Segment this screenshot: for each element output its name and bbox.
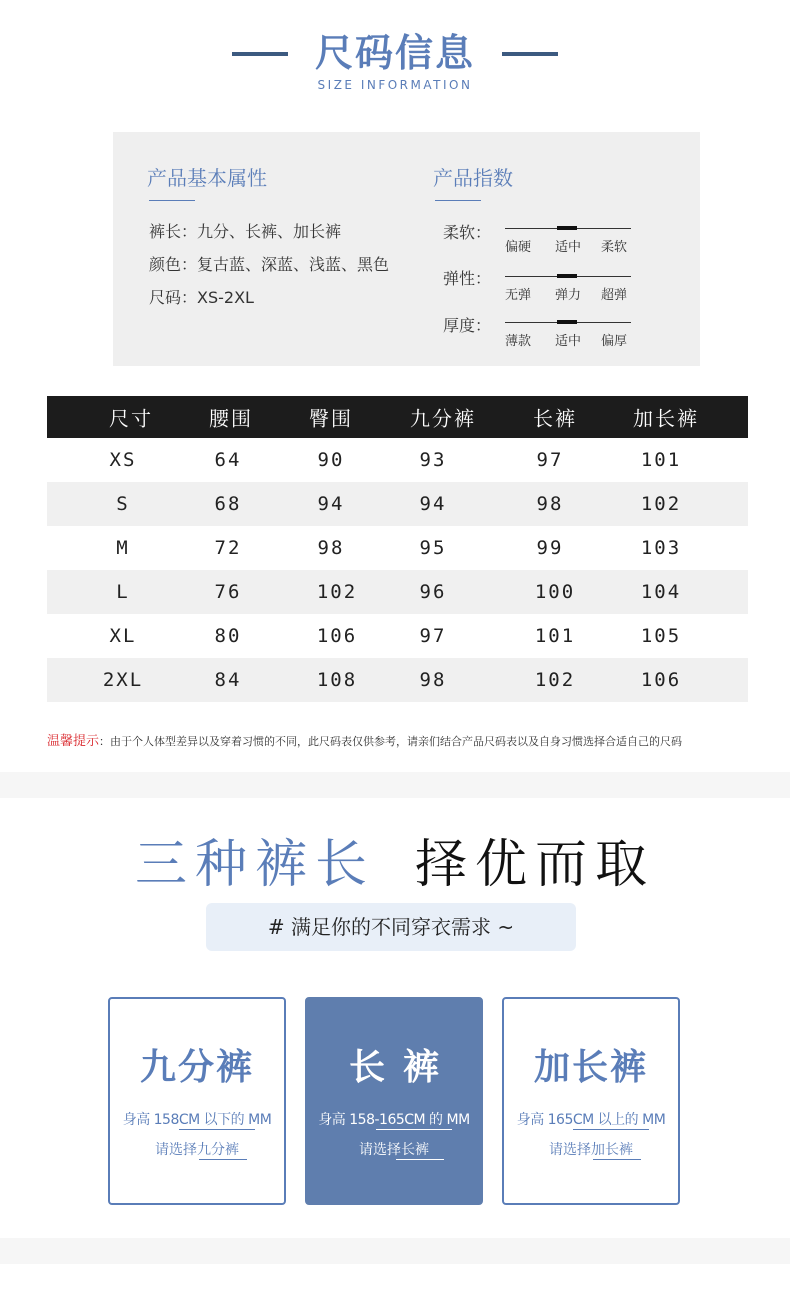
card-select-underline [593, 1159, 641, 1160]
table-cell: 108 [316, 669, 358, 691]
table-cell: 97 [536, 449, 564, 471]
index-softness-option: 适中 [555, 240, 582, 255]
card-description: 身高 158-165CM 的 MM [318, 1112, 470, 1128]
table-cell: 105 [640, 625, 682, 647]
table-cell: M [116, 537, 130, 559]
index-title: 产品指数 [433, 166, 513, 190]
table-cell: 99 [536, 537, 564, 559]
card-select-link[interactable]: 请选择加长裤 [549, 1142, 633, 1158]
table-cell: 102 [316, 581, 358, 603]
card-description-underline [376, 1129, 452, 1130]
section-header [0, 28, 790, 92]
table-cell: 106 [640, 669, 682, 691]
table-cell: 80 [214, 625, 242, 647]
section-divider [0, 772, 790, 798]
table-cell: 95 [419, 537, 447, 559]
index-elasticity-marker [557, 274, 577, 278]
index-softness-marker [557, 226, 577, 230]
index-softness-label: 柔软： [443, 223, 492, 242]
header-line-right [502, 52, 558, 56]
table-cell: 94 [317, 493, 345, 515]
card-title: 加长裤 [533, 1047, 648, 1088]
table-cell: L [116, 581, 130, 603]
table-cell: 64 [214, 449, 242, 471]
size-table [47, 396, 748, 702]
basic-attributes-title: 产品基本属性 [147, 166, 267, 190]
table-cell: 101 [534, 625, 576, 647]
index-elasticity-label: 弹性： [443, 269, 492, 288]
table-row [47, 526, 748, 570]
column-header: 九分裤 [410, 406, 476, 431]
tip-label: 温馨提示 [47, 734, 100, 749]
length-section-title [0, 822, 790, 897]
index-softness-option: 柔软 [601, 240, 628, 255]
length-title-part-a: 三种裤长 [134, 835, 375, 895]
card-description-underline [573, 1129, 649, 1130]
table-cell: 68 [214, 493, 242, 515]
index-thickness-option: 偏厚 [601, 334, 628, 349]
index-elasticity-option: 无弹 [505, 288, 532, 303]
table-cell: 96 [419, 581, 447, 603]
table-cell: 98 [536, 493, 564, 515]
card-select-underline [199, 1159, 247, 1160]
attribute-color: 颜色：复古蓝、深蓝、浅蓝、黑色 [149, 255, 390, 274]
table-cell: 76 [214, 581, 242, 603]
table-cell: 102 [534, 669, 576, 691]
table-cell: 2XL [102, 669, 144, 691]
table-cell: 97 [419, 625, 447, 647]
table-cell: XS [109, 449, 137, 471]
table-cell: 104 [640, 581, 682, 603]
index-thickness-label: 厚度： [443, 316, 492, 335]
table-cell: 101 [640, 449, 682, 471]
card-description: 身高 158CM 以下的 MM [122, 1112, 272, 1128]
page-title: 尺码信息 [314, 31, 475, 75]
tip-text: ：由于个人体型差异以及穿着习惯的不同，此尺码表仅供参考，请亲们结合产品尺码表以及自身习惯选择合适自己的尺码 [99, 735, 683, 748]
basic-attributes-underline [149, 200, 195, 201]
header-line-left [232, 52, 288, 56]
column-header: 臀围 [309, 406, 353, 431]
table-cell: 100 [534, 581, 576, 603]
table-cell: 93 [419, 449, 447, 471]
card-description: 身高 165CM 以上的 MM [516, 1112, 666, 1128]
table-cell: 84 [214, 669, 242, 691]
table-cell: 98 [317, 537, 345, 559]
length-card-cropped[interactable] [108, 997, 286, 1205]
column-header: 尺寸 [109, 406, 153, 431]
column-header: 加长裤 [633, 406, 699, 431]
length-title-part-b: 择优而取 [415, 835, 656, 895]
size-tip [47, 730, 682, 749]
page-subtitle: SIZE INFORMATION [317, 78, 473, 92]
index-elasticity-option: 超弹 [601, 288, 628, 303]
card-description-underline [179, 1129, 255, 1130]
table-cell: 72 [214, 537, 242, 559]
index-thickness-option: 适中 [555, 334, 582, 349]
index-softness-option: 偏硬 [505, 240, 532, 255]
section-divider [0, 1238, 790, 1264]
length-card-extra-long[interactable] [502, 997, 680, 1205]
column-header: 腰围 [209, 406, 253, 431]
table-row [47, 570, 748, 614]
index-thickness-marker [557, 320, 577, 324]
needs-tagline: # 满足你的不同穿衣需求 ~ [206, 903, 576, 951]
card-select-link[interactable]: 请选择长裤 [359, 1142, 429, 1158]
table-row [47, 614, 748, 658]
card-title: 九分裤 [139, 1047, 254, 1088]
table-cell: 102 [640, 493, 682, 515]
index-thickness-option: 薄款 [505, 334, 532, 349]
column-header: 长裤 [533, 406, 577, 431]
table-row [47, 438, 748, 482]
table-cell: 94 [419, 493, 447, 515]
table-cell: 106 [316, 625, 358, 647]
table-cell: 103 [640, 537, 682, 559]
attribute-length: 裤长：九分、长裤、加长裤 [149, 222, 342, 241]
table-row [47, 482, 748, 526]
table-cell: S [116, 493, 130, 515]
index-title-underline [435, 200, 481, 201]
attribute-size: 尺码：XS-2XL [149, 288, 254, 307]
size-table-header [47, 396, 748, 438]
table-row [47, 658, 748, 702]
card-title: 长裤 [348, 1047, 457, 1088]
length-card-long[interactable] [305, 997, 483, 1205]
index-elasticity-option: 弹力 [555, 288, 582, 303]
card-select-underline [396, 1159, 444, 1160]
attribute-panel [113, 132, 700, 366]
table-cell: 90 [317, 449, 345, 471]
table-cell: XL [109, 625, 137, 647]
card-select-link[interactable]: 请选择九分裤 [155, 1142, 239, 1158]
table-cell: 98 [419, 669, 447, 691]
